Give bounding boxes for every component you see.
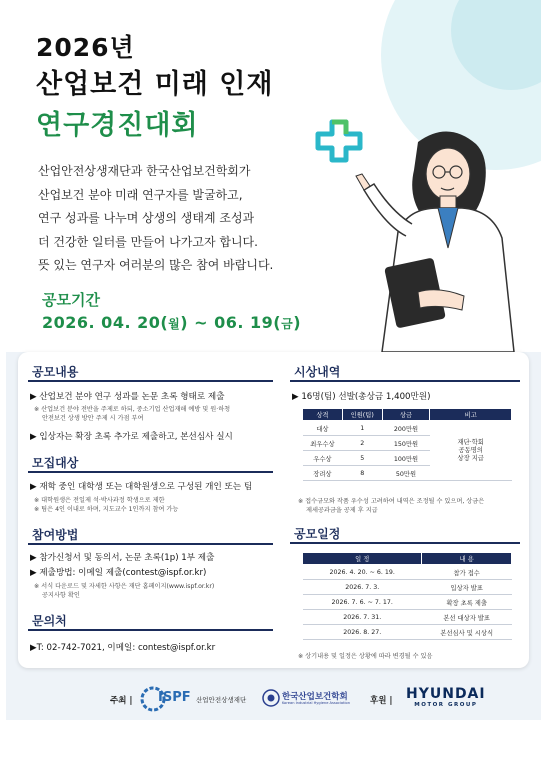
award-remark-line: 상장 지급 <box>457 454 484 462</box>
schedule-date: 2026. 8. 27. <box>303 625 422 640</box>
award-grade: 우수상 <box>303 451 343 466</box>
awards-header: 상금 <box>382 409 430 421</box>
schedule-date: 2026. 7. 31. <box>303 610 422 625</box>
period-date <box>42 313 301 332</box>
awards-header: 상격 <box>303 409 343 421</box>
period-label: 공모기간 <box>42 291 100 309</box>
schedule-table <box>302 552 512 640</box>
award-remark-line: 공동명의 <box>458 446 483 454</box>
content-note-1b: 안전보건 상생 방안 주제 시 가점 부여 <box>42 415 144 422</box>
period-date-mid: ) ~ 06. 19( <box>180 313 282 332</box>
info-panel <box>18 352 529 668</box>
intro-line: 뜻 있는 연구자 여러분의 많은 참여 바랍니다. <box>38 258 274 272</box>
schedule-desc: 참가 접수 <box>422 565 512 580</box>
award-remark-line: 재단·학회 <box>457 438 484 446</box>
schedule-header: 내 용 <box>422 553 512 565</box>
table-row <box>303 565 512 580</box>
hyundai-logo <box>406 686 486 708</box>
awards-item-1: ▶ 16명(팀) 선발(총상금 1,400만원) <box>292 392 431 402</box>
intro-line: 산업보건 분야 미래 연구자를 발굴하고, <box>38 187 243 202</box>
section-title-target: 모집대상 <box>32 456 79 470</box>
target-note-2: ※ 팀은 4인 이내로 하며, 지도교수 1인까지 참여 가능 <box>34 506 179 513</box>
section-title-contact: 문의처 <box>32 614 67 628</box>
table-row <box>303 595 512 610</box>
award-prize: 150만원 <box>382 436 430 451</box>
host-label: 주최 | <box>110 696 133 706</box>
award-count: 1 <box>342 421 382 436</box>
schedule-desc: 입상자 발표 <box>422 580 512 595</box>
poster-year: 2026년 <box>36 33 135 62</box>
schedule-desc: 확장 초록 제출 <box>422 595 512 610</box>
award-grade: 대상 <box>303 421 343 436</box>
awards-header: 비고 <box>430 409 512 421</box>
table-row <box>303 421 512 436</box>
table-row <box>303 580 512 595</box>
awards-note-2: 제세공과금을 공제 후 지급 <box>306 507 378 514</box>
poster <box>6 0 541 720</box>
target-note-1: ※ 대학원생은 전일제 석·박사과정 학생으로 제한 <box>34 497 165 504</box>
kiha-sub: Korean Industrial Hygiene Association <box>282 701 351 705</box>
content-item-1: ▶ 산업보건 분야 연구 성과를 논문 초록 형태로 제출 <box>30 392 225 402</box>
period-date-start: 2026. 04. 20( <box>42 313 169 332</box>
schedule-header: 일 정 <box>303 553 422 565</box>
footer <box>6 682 541 718</box>
intro-line: 산업안전상생재단과 한국산업보건학회가 <box>38 164 251 178</box>
award-count: 8 <box>342 466 382 481</box>
schedule-date: 2026. 4. 20. ~ 6. 19. <box>303 565 422 580</box>
section-divider <box>28 543 273 545</box>
section-divider <box>290 380 520 382</box>
schedule-desc: 본선 대상자 발표 <box>422 610 512 625</box>
award-count: 5 <box>342 451 382 466</box>
method-note-2: 공지사항 확인 <box>42 592 80 599</box>
intro-line: 연구 성과를 나누며 상생의 생태계 조성과 <box>38 211 255 225</box>
awards-header: 인원(팀) <box>342 409 382 421</box>
award-count: 2 <box>342 436 382 451</box>
section-title-awards: 시상내역 <box>294 365 341 379</box>
section-divider <box>290 542 520 544</box>
section-divider <box>28 629 273 631</box>
poster-title-line2: 연구경진대회 <box>36 110 199 141</box>
ispf-name: 산업안전상생재단 <box>196 696 247 704</box>
kiha-name: 한국산업보건학회 <box>282 692 348 702</box>
award-grade: 최우수상 <box>303 436 343 451</box>
award-remark <box>430 421 512 481</box>
period-date-end: ) <box>293 313 302 332</box>
intro-paragraph <box>38 160 328 278</box>
medical-cross-icon <box>318 122 360 160</box>
content-item-2: ▶ 입상자는 확장 초록 추가로 제출하고, 본선심사 실시 <box>30 432 233 442</box>
period-start-day: 월 <box>168 317 181 331</box>
period-end-day: 금 <box>281 317 294 331</box>
hyundai-logo-text: HYUNDAI <box>406 686 486 702</box>
schedule-date: 2026. 7. 6. ~ 7. 17. <box>303 595 422 610</box>
contact-item-1: ▶T: 02-742-7021, 이메일: contest@ispf.or.kr <box>30 643 216 653</box>
award-prize: 50만원 <box>382 466 430 481</box>
method-item-2: ▶ 제출방법: 이메일 제출(contest@ispf.or.kr) <box>30 568 207 578</box>
schedule-desc: 본선심사 및 시상식 <box>422 625 512 640</box>
doctor-illustration <box>298 112 538 352</box>
schedule-date: 2026. 7. 3. <box>303 580 422 595</box>
award-prize: 200만원 <box>382 421 430 436</box>
poster-title-line1: 산업보건 미래 인재 <box>36 69 274 100</box>
section-title-content: 공모내용 <box>32 365 79 379</box>
award-grade: 장려상 <box>303 466 343 481</box>
content-note-1a: ※ 산업보건 분야 전반을 주제로 하되, 중소기업 산업재해 예방 및 원·하청 <box>34 406 231 413</box>
table-row <box>303 625 512 640</box>
table-row <box>303 610 512 625</box>
award-prize: 100만원 <box>382 451 430 466</box>
ispf-logo-text: ISPF <box>158 690 191 705</box>
awards-table <box>302 408 512 481</box>
section-title-schedule: 공모일정 <box>294 527 341 541</box>
method-note-1: ※ 서식 다운로드 및 자세한 사항은 재단 홈페이지(www.ispf.or.kr) <box>34 583 215 590</box>
section-title-method: 참여방법 <box>32 528 79 542</box>
target-item-1: ▶ 재학 중인 대학생 또는 대학원생으로 구성된 개인 또는 팀 <box>30 482 253 492</box>
intro-line: 더 건강한 일터를 만들어 나가고자 합니다. <box>38 234 258 249</box>
hyundai-logo-sub: MOTOR GROUP <box>414 702 478 708</box>
kiha-logo-icon <box>262 689 280 707</box>
section-divider <box>28 380 273 382</box>
schedule-note: ※ 상기내용 및 일정은 상황에 따라 변경될 수 있음 <box>298 653 433 660</box>
section-divider <box>28 471 273 473</box>
awards-note-1: ※ 접수규모와 작품 우수성 고려하여 내역은 조정될 수 있으며, 상금은 <box>298 498 485 505</box>
sponsor-label: 후원 | <box>370 696 393 706</box>
method-item-1: ▶ 참가신청서 및 동의서, 논문 초록(1p) 1부 제출 <box>30 553 215 563</box>
